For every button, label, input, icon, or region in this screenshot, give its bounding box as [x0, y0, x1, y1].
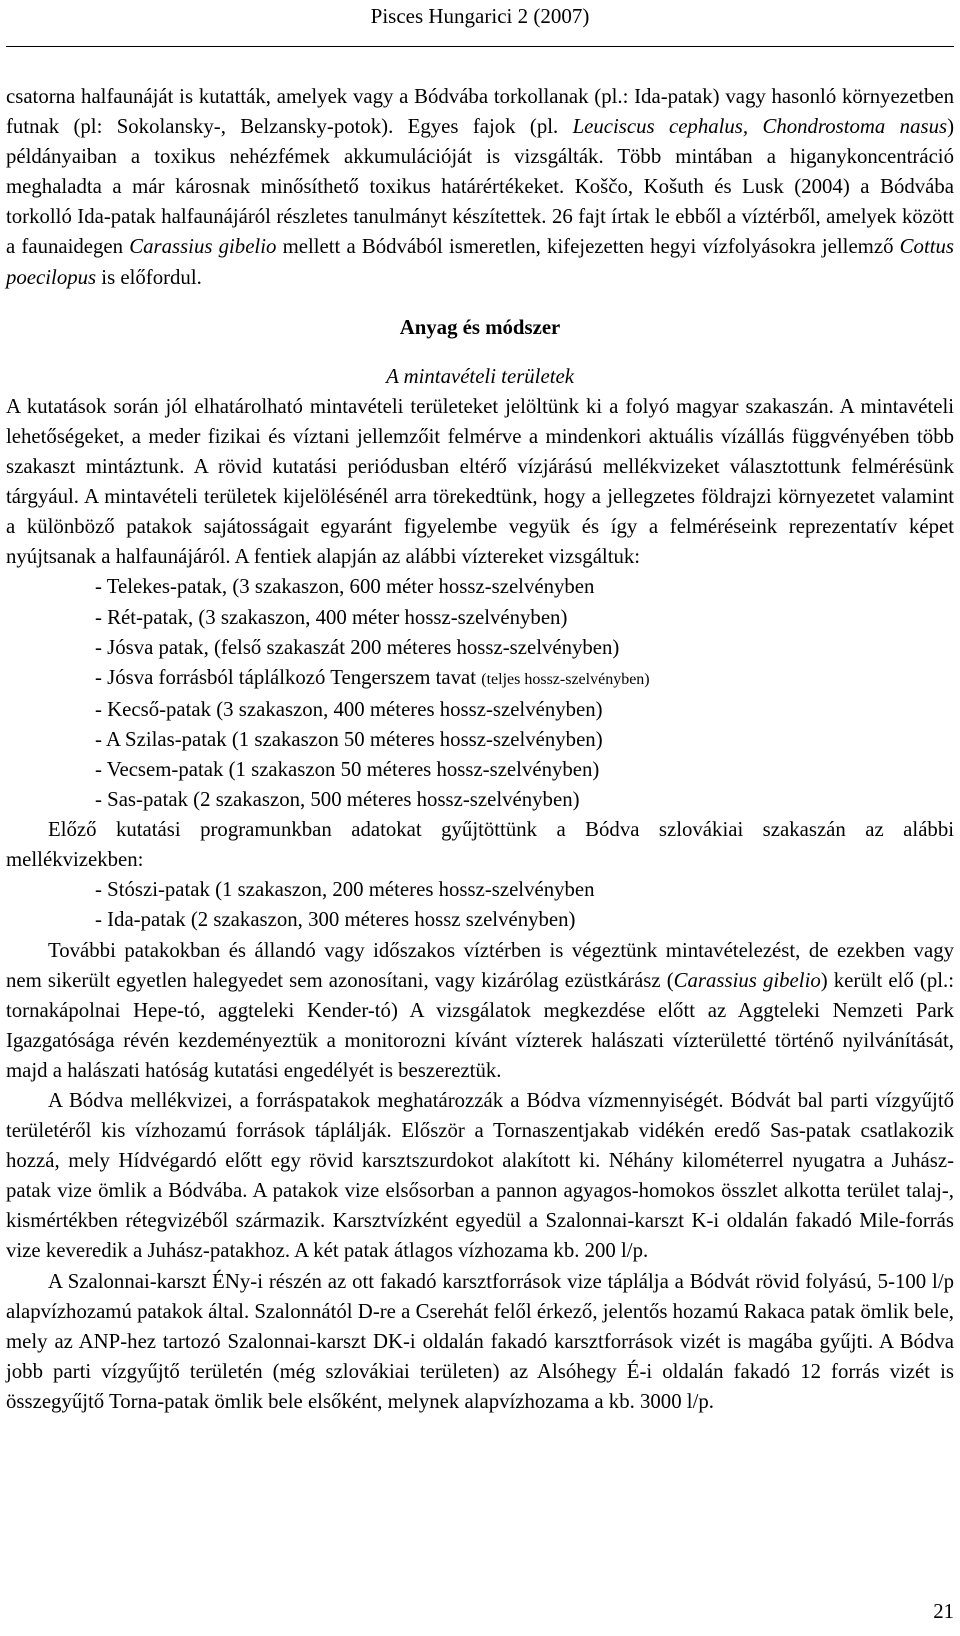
- intro-text-4: is előfordul.: [96, 265, 202, 289]
- species-name: Carassius gibelio: [129, 235, 277, 259]
- list-item-text: - Jósva forrásból táplálkozó Tengerszem tavat: [95, 665, 482, 689]
- list-item: - Rét-patak, (3 szakaszon, 400 méter hossz-szelvényben): [95, 605, 568, 629]
- paragraph-text-1: További patakokban és állandó vagy időszakos víztérben is végeztünk mintavételezést, de ezekben vagy nem sikerült egyetlen halegyedet sem azonosítani, vagy kizárólag ezüstkárász (: [6, 938, 954, 992]
- list-item: - A Szilas-patak (1 szakaszon 50 méteres hossz-szelvényben): [95, 727, 603, 751]
- list-item: - Ida-patak (2 szakaszon, 300 méteres hossz szelvényben): [95, 908, 576, 932]
- intro-text-2: ) példányaiban a toxikus nehézfémek akkumulációját is vizsgálták. Több mintában a higanykoncentráció meghaladta a már károsnak minősíthető toxikus határértékeket. Koščo, Košuth és Lusk (2004) a Bódvába torkolló Ida-patak halfaunájáról részletes tanulmányt készítettek. 26 fajt írtak le ebből a víztérből, amelyek között a faunaidegen: [6, 115, 954, 259]
- paragraph-text-2: ) került elő (pl.: tornakápolnai Hepe-tó, aggteleki Kender-tó) A vizsgálatok megkezdése előtt az Aggteleki Nemzeti Park Igazgatósága révén kezdeményeztük a monitorozni kívánt vízterek halászati vízterületté történő nyilvánítását, majd a halászati hatóság kutatási engedélyét is beszereztük.: [6, 968, 954, 1082]
- subsection-heading: A mintavételi területek: [386, 364, 574, 388]
- species-name: Carassius gibelio: [673, 968, 821, 992]
- page-number: 21: [933, 1600, 954, 1623]
- section-heading: Anyag és módszer: [399, 315, 561, 339]
- list-item: - Sas-patak (2 szakaszon, 500 méteres hossz-szelvényben): [95, 788, 580, 812]
- body-paragraph: Előző kutatási programunkban adatokat gyűjtöttünk a Bódva szlovákiai szakaszán az alábbi mellékvizekben:: [6, 818, 954, 872]
- list-item: - Vecsem-patak (1 szakaszon 50 méteres hossz-szelvényben): [95, 757, 600, 781]
- running-header: Pisces Hungarici 2 (2007): [370, 4, 590, 28]
- species-name: Leuciscus cephalus, Chondrostoma nasus: [572, 115, 948, 139]
- previous-site-list: [6, 875, 954, 935]
- body-paragraph: A kutatások során jól elhatárolható mintavételi területeket jelöltünk ki a folyó magyar szakaszán. A mintavételi lehetőségeket, a meder fizikai és víztani jellemzőit felmérve a mindenkori aktuális vízállás függvényében több szakaszt mintáztunk. A rövid kutatási periódusban eltérő vízjárású mellékvizeket választottunk felmérésünk tárgyául. A mintavételi területek kijelölésénél arra törekedtünk, hogy a jellegzetes földrajzi környezetet valamint a különböző patakok sajátosságait egyaránt figyelembe vegyük és így a felméréseink reprezentatív képet nyújtsanak a halfaunájáról. A fentiek alapján az alábbi víztereket vizsgáltuk:: [6, 394, 954, 569]
- list-item: - Telekes-patak, (3 szakaszon, 600 méter hossz-szelvényben: [95, 575, 595, 599]
- list-item-note: (teljes hossz-szelvényben): [481, 670, 650, 688]
- page-body: [6, 82, 954, 1417]
- body-paragraph: A Szalonnai-karszt ÉNy-i részén az ott fakadó karsztforrások vize táplálja a Bódvát rövid folyású, 5-100 l/p alapvízhozamú patakok által. Szalonnától D-re a Cserehát felől érkező, jelentős hozamú Rakaca patak ömlik bele, mely az ANP-hez tartozó Szalonnai-karszt DK-i oldalán fakadó karsztforrások vizét is magába gyűjti. A Bódva jobb parti vízgyűjtő területén (még szlovákiai területen) az Alsóhegy É-i oldalán fakadó 12 forrás vizét is összegyűjtő Torna-patak ömlik bele elsőként, melynek alapvízhozama a kb. 3000 l/p.: [6, 1269, 954, 1413]
- list-item: - Jósva patak, (felső szakaszát 200 méteres hossz-szelvényben): [95, 635, 620, 659]
- site-list: [6, 572, 954, 815]
- body-paragraph: A Bódva mellékvizei, a forráspatakok meghatározzák a Bódva vízmennyiségét. Bódvát bal parti vízgyűjtő területéről kis vízhozamú források táplálják. Először a Tornaszentjakab vidékén eredő Sas-patak csatlakozik hozzá, mely Hídvégardó előtt egy rövid karsztszurdokot alakított ki. Néhány kilométerrel nyugatra a Juhász-patak vize ömlik a Bódvába. A patakok vize elsősorban a pannon agyagos-homokos összlet alkotta terület talaj-, kismértékben rétegvizéből származik. Karsztvízként egyedül a Szalonnai-karszt K-i oldalán fakadó Mile-forrás vize keveredik a Juhász-patakhoz. A két patak átlagos vízhozama kb. 200 l/p.: [6, 1089, 954, 1263]
- body-paragraph: [6, 936, 954, 1086]
- list-item: - Kecső-patak (3 szakaszon, 400 méteres hossz-szelvényben): [95, 697, 603, 721]
- list-item: [95, 663, 954, 695]
- intro-paragraph: [6, 82, 954, 293]
- intro-text-1: csatorna halfaunáját is kutatták, amelyek vagy a Bódvába torkollanak (pl.: Ida-patak) vagy hasonló környezetben futnak (pl: Sokolansky-, Belzansky-potok). Egyes fajok (pl.: [6, 85, 954, 139]
- header-rule: [6, 46, 954, 47]
- intro-text-3: mellett a Bódvából ismeretlen, kifejezetten hegyi vízfolyásokra jellemző: [276, 235, 900, 259]
- species-name: Cottus poecilopus: [6, 235, 954, 289]
- list-item: - Stószi-patak (1 szakaszon, 200 méteres hossz-szelvényben: [95, 878, 595, 902]
